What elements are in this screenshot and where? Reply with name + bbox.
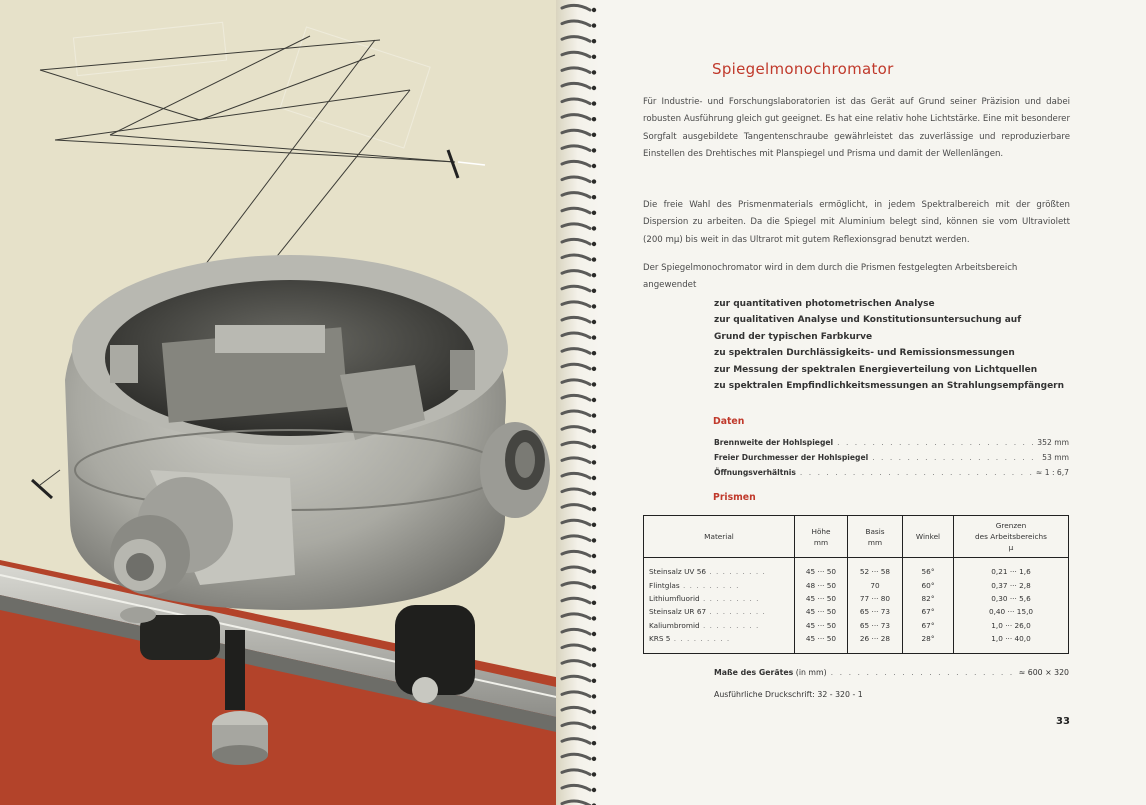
binding-coil <box>562 146 590 151</box>
binding-hole <box>592 367 596 371</box>
binding-coil <box>562 645 590 650</box>
binding-coil <box>562 130 590 135</box>
binding-hole <box>592 257 596 261</box>
height-cell <box>795 605 848 618</box>
base-cell <box>848 605 903 618</box>
binding-hole <box>592 757 596 761</box>
binding-coil <box>562 676 590 681</box>
binding-hole <box>592 788 596 792</box>
base-cell <box>848 592 903 605</box>
paragraph-1: Für Industrie- und Forschungslaboratorien ist das Gerät auf Grund seiner Präzision und dabei robusten Ausführung gleich gut geeignet. Es hat eine relativ hohe Lichtstärke. Eine mit besonderer Sorgfalt ausgebildete Tangentenschraube gewährleistet das zuverlässige und reproduzierbare Einstellen des Drehtisches mit Planspiegel und Prisma und damit der Wellenlängen. <box>643 97 1070 159</box>
table-row <box>644 605 1069 618</box>
binding-hole <box>592 647 596 651</box>
applications-intro: Der Spiegelmonochromator wird in dem durch die Prismen festgelegten Arbeitsbereich angewendet <box>643 263 1018 291</box>
binding-hole <box>592 351 596 355</box>
binding-hole <box>592 741 596 745</box>
prisms-table <box>643 515 1069 654</box>
binding-coil <box>562 177 590 182</box>
binding-hole <box>592 601 596 605</box>
binding-coil <box>562 364 590 369</box>
angle-cell-text: 67° <box>921 620 935 630</box>
binding-coil <box>562 224 590 229</box>
binding-coil <box>562 536 590 541</box>
angle-cell-text: 28° <box>921 634 935 644</box>
binding-coil <box>562 286 590 291</box>
material-cell-text: Steinsalz UV 56 <box>649 567 707 577</box>
binding-coil <box>562 380 590 385</box>
spec-label: Brennweite der Hohlspiegel <box>714 438 834 447</box>
leader-dots: . . . . . . . . . <box>699 620 760 630</box>
header-angle <box>903 516 954 558</box>
list-item: zur quantitativen photometrischen Analyse <box>714 299 935 309</box>
binding-coil <box>562 489 590 494</box>
binding-hole <box>592 211 596 215</box>
list-item: Grund der typischen Farbkurve <box>714 331 873 342</box>
header-material <box>644 516 795 558</box>
height-cell-text: 45 ··· 50 <box>805 607 837 617</box>
binding-hole <box>592 476 596 480</box>
binding-coil <box>562 739 590 744</box>
binding-hole <box>592 86 596 90</box>
binding-coil <box>562 723 590 728</box>
material-cell-text: Lithiumfluorid <box>649 593 700 603</box>
binding-coil <box>562 68 590 73</box>
base-cell-text: 52 ··· 58 <box>859 567 891 577</box>
header-range <box>954 516 1069 558</box>
base-cell-text: 70 <box>870 580 880 590</box>
binding-hole <box>592 382 596 386</box>
binding-hole <box>592 710 596 714</box>
binding-coil <box>562 349 590 354</box>
height-cell-text: 45 ··· 50 <box>805 634 837 644</box>
binding-coil <box>562 5 590 10</box>
header-base <box>848 516 903 558</box>
binding-hole <box>592 55 596 59</box>
spec-row <box>714 450 1069 465</box>
binding-hole <box>592 398 596 402</box>
binding-hole <box>592 616 596 620</box>
binding-hole <box>592 164 596 168</box>
page-number: 33 <box>1056 716 1070 727</box>
binding-coil <box>562 567 590 572</box>
range-cell-text: 0,21 ··· 1,6 <box>991 567 1031 577</box>
left-page-photo <box>0 0 570 805</box>
binding-coil <box>562 785 590 790</box>
header-label: Höhe <box>811 526 831 536</box>
header-unit: μ <box>1008 543 1014 552</box>
binding-hole <box>592 179 596 183</box>
binding-hole <box>592 569 596 573</box>
binding-coil <box>562 754 590 759</box>
base-cell-text: 77 ··· 80 <box>859 593 891 603</box>
angle-cell <box>903 619 954 632</box>
material-cell <box>644 578 795 591</box>
binding-hole <box>592 304 596 308</box>
spiral-binding <box>556 0 600 805</box>
binding-hole <box>592 335 596 339</box>
height-cell <box>795 578 848 591</box>
binding-hole <box>592 226 596 230</box>
base-cell <box>848 558 903 579</box>
material-cell-text: Steinsalz UR 67 <box>649 607 707 617</box>
binding-coil <box>562 52 590 57</box>
height-cell <box>795 558 848 579</box>
height-cell <box>795 632 848 654</box>
leader-dots <box>872 450 1038 465</box>
binding-coil <box>562 520 590 525</box>
base-cell-text: 65 ··· 73 <box>859 620 891 630</box>
header-label: Grenzen <box>995 521 1027 530</box>
header-unit: mm <box>867 537 883 547</box>
binding-coil <box>562 473 590 478</box>
header-label: Material <box>704 532 734 541</box>
leader-dots: . . . . . . . . . <box>706 607 766 617</box>
binding-coil <box>562 161 590 166</box>
binding-coil <box>562 707 590 712</box>
binding-hole <box>592 242 596 246</box>
header-unit: mm <box>813 537 829 547</box>
binding-coil <box>562 271 590 276</box>
angle-cell-text: 67° <box>921 607 935 617</box>
spec-row <box>714 465 1069 480</box>
angle-cell <box>903 578 954 591</box>
table-row <box>644 578 1069 591</box>
binding-coil <box>562 505 590 510</box>
range-cell <box>954 632 1069 654</box>
binding-hole <box>592 663 596 667</box>
binding-hole <box>592 679 596 683</box>
binding-coil <box>562 255 590 260</box>
material-cell <box>644 619 795 632</box>
range-cell <box>954 578 1069 591</box>
binding-coil <box>562 115 590 120</box>
specs-list <box>714 435 1069 480</box>
binding-hole <box>592 725 596 729</box>
binding-hole <box>592 585 596 589</box>
angle-cell <box>903 558 954 579</box>
brochure-reference: Ausführliche Druckschrift: 32 - 320 - 1 <box>714 690 863 699</box>
height-cell-text: 45 ··· 50 <box>805 620 837 630</box>
list-item: zur qualitativen Analyse und Konstitutionsuntersuchung auf <box>714 315 1022 326</box>
material-cell-text: Flintglas <box>649 580 680 590</box>
table-row <box>644 632 1069 654</box>
angle-cell <box>903 632 954 654</box>
binding-coil <box>562 302 590 307</box>
binding-coil <box>562 598 590 603</box>
binding-hole <box>592 538 596 542</box>
dimensions-line <box>714 668 1069 677</box>
binding-coil <box>562 442 590 447</box>
material-cell <box>644 632 795 654</box>
instrument-photo <box>0 0 570 805</box>
leader-dots: . . . . . . . . . <box>670 634 731 644</box>
dimensions-value: ≈ 600 × 320 <box>1018 668 1069 677</box>
angle-cell-text: 56° <box>921 567 935 577</box>
binding-coil <box>562 458 590 463</box>
binding-hole <box>592 23 596 27</box>
binding-coil <box>562 692 590 697</box>
range-cell-text: 0,30 ··· 5,6 <box>991 593 1031 603</box>
binding-hole <box>592 413 596 417</box>
dimensions-label: Maße des Gerätes <box>714 668 794 677</box>
binding-hole <box>592 772 596 776</box>
binding-coil <box>562 193 590 198</box>
list-item: zu spektralen Durchlässigkeits- und Remissionsmessungen <box>714 348 1015 359</box>
base-cell <box>848 619 903 632</box>
binding-hole <box>592 117 596 121</box>
spec-value: 352 mm <box>1037 438 1069 447</box>
range-cell-text: 0,37 ··· 2,8 <box>991 580 1031 590</box>
height-cell <box>795 592 848 605</box>
height-cell-text: 45 ··· 50 <box>805 567 837 577</box>
angle-cell-text: 82° <box>921 593 935 603</box>
binding-hole <box>592 429 596 433</box>
applications-list <box>714 296 1074 394</box>
binding-coil <box>562 801 590 805</box>
height-cell <box>795 619 848 632</box>
leader-dots <box>837 435 1033 450</box>
angle-cell-text: 60° <box>921 580 935 590</box>
range-cell-text: 1,0 ··· 40,0 <box>991 634 1031 644</box>
range-cell-text: 1,0 ··· 26,0 <box>991 620 1031 630</box>
binding-hole <box>592 491 596 495</box>
spec-value: ≈ 1 : 6,7 <box>1035 468 1069 477</box>
binding-hole <box>592 289 596 293</box>
range-cell <box>954 619 1069 632</box>
binding-coil <box>562 83 590 88</box>
material-cell-text: KRS 5 <box>649 634 671 644</box>
binding-hole <box>592 632 596 636</box>
binding-coil <box>562 21 590 26</box>
table-row <box>644 558 1069 579</box>
height-cell-text: 48 ··· 50 <box>805 580 837 590</box>
spec-label: Freier Durchmesser der Hohlspiegel <box>714 453 869 462</box>
leader-dots: . . . . . . . . . <box>699 593 760 603</box>
base-cell-text: 65 ··· 73 <box>859 607 891 617</box>
list-item: zu spektralen Empfindlichkeitsmessungen an Strahlungsempfängern <box>714 381 1065 392</box>
binding-hole <box>592 273 596 277</box>
binding-hole <box>592 554 596 558</box>
binding-coil <box>562 37 590 42</box>
material-cell <box>644 558 795 579</box>
range-cell <box>954 558 1069 579</box>
leader-dots: . . . . . . . . . <box>679 580 740 590</box>
header-label: Winkel <box>915 532 941 541</box>
right-page <box>600 0 1146 805</box>
header-height <box>795 516 848 558</box>
binding-hole <box>592 507 596 511</box>
binding-hole <box>592 195 596 199</box>
spec-label: Öffnungsverhältnis <box>714 468 796 477</box>
height-cell-text: 45 ··· 50 <box>805 593 837 603</box>
leader-dots <box>831 668 1015 677</box>
binding-hole <box>592 101 596 105</box>
binding-hole <box>592 694 596 698</box>
header-sublabel: des Arbeitsbereichs <box>975 532 1047 541</box>
binding-coil <box>562 333 590 338</box>
table-row <box>644 592 1069 605</box>
base-cell <box>848 578 903 591</box>
binding-coil <box>562 317 590 322</box>
base-cell-text: 26 ··· 28 <box>859 634 891 644</box>
binding-coil <box>562 395 590 400</box>
table-body <box>644 558 1069 654</box>
table-row <box>644 619 1069 632</box>
binding-hole <box>592 320 596 324</box>
range-cell-text: 0,40 ··· 15,0 <box>988 607 1034 617</box>
spec-row <box>714 435 1069 450</box>
paragraph-2: Die freie Wahl des Prismenmaterials ermöglicht, in jedem Spektralbereich mit der größten Dispersion zu arbeiten. Da die Spiegel mit Aluminium belegt sind, können sie vom Ultraviolett (200 mμ) bis weit in das Ultrarot mit gutem Reflexionsgrad benutzt werden. <box>643 200 1070 245</box>
binding-coil <box>562 411 590 416</box>
page-title: Spiegelmonochromator <box>712 60 894 78</box>
data-heading: Daten <box>713 416 745 427</box>
header-label: Basis <box>865 526 885 536</box>
range-cell <box>954 605 1069 618</box>
binding-hole <box>592 445 596 449</box>
angle-cell <box>903 592 954 605</box>
binding-coil <box>562 208 590 213</box>
list-item: zur Messung der spektralen Energieverteilung von Lichtquellen <box>714 364 1038 375</box>
binding-coil <box>562 239 590 244</box>
binding-coil <box>562 770 590 775</box>
table-header-row <box>644 516 1069 558</box>
leader-dots: . . . . . . . . . <box>706 567 766 577</box>
binding-hole <box>592 39 596 43</box>
binding-coil <box>562 99 590 104</box>
material-cell-text: Kaliumbromid <box>649 620 700 630</box>
binding-hole <box>592 133 596 137</box>
base-cell <box>848 632 903 654</box>
range-cell <box>954 592 1069 605</box>
binding-hole <box>592 148 596 152</box>
binding-hole <box>592 460 596 464</box>
binding-coil <box>562 614 590 619</box>
material-cell <box>644 592 795 605</box>
binding-coil <box>562 427 590 432</box>
spec-value: 53 mm <box>1042 453 1069 462</box>
binding-hole <box>592 523 596 527</box>
binding-coil <box>562 583 590 588</box>
angle-cell <box>903 605 954 618</box>
material-cell <box>644 605 795 618</box>
binding-hole <box>592 8 596 12</box>
binding-coil <box>562 661 590 666</box>
leader-dots <box>800 465 1032 480</box>
dimensions-unit: (in mm) <box>795 668 827 677</box>
prisms-heading: Prismen <box>713 492 756 503</box>
binding-coil <box>562 629 590 634</box>
binding-coils <box>556 0 600 805</box>
binding-hole <box>592 70 596 74</box>
binding-coil <box>562 551 590 556</box>
